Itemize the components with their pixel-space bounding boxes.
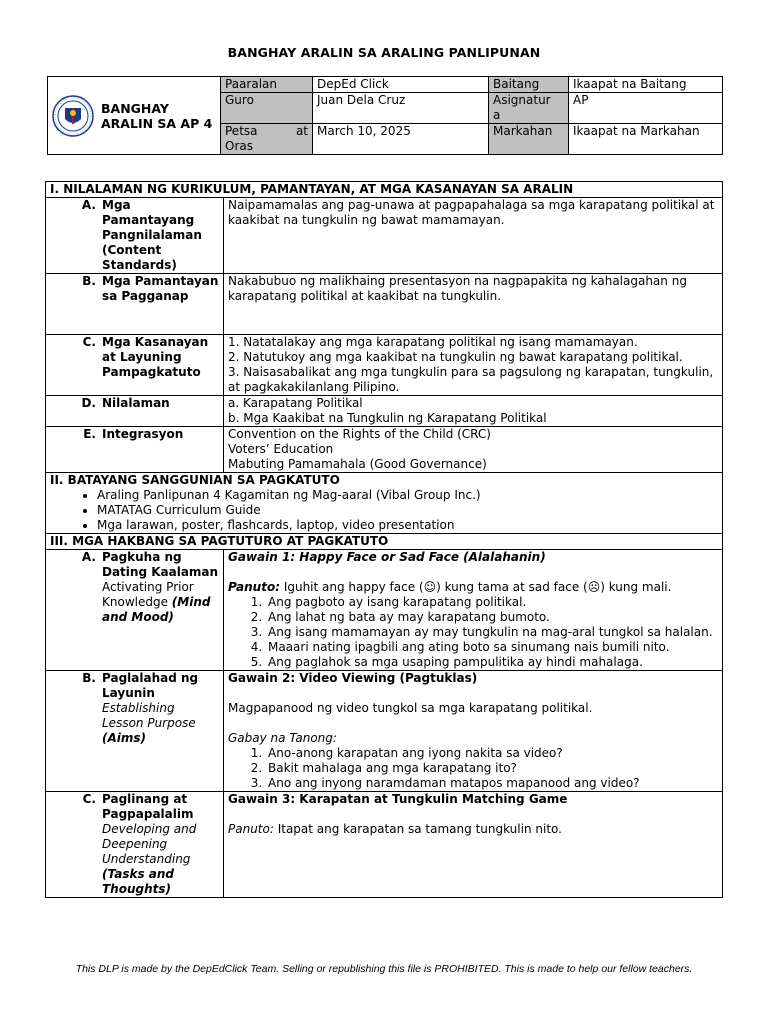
- list-item: 3. Ano ang inyong naramdaman matapos mapanood ang video?: [266, 776, 718, 791]
- step-c-label: C. Paglinang at Pagpapalalim Developing and Deepening Understanding (Tasks and Thoughts): [46, 792, 224, 898]
- activity-3: [224, 792, 723, 898]
- petsa-label: Petsa at Oras: [221, 124, 313, 155]
- list-item: 5. Ang paglahok sa mga usaping pampulitika ay hindi mahalaga.: [266, 655, 718, 670]
- footer-note: This DLP is made by the DepEdClick Team. Selling or republishing this file is PROHIBITED. This is made to help our fellow teachers.: [75, 963, 693, 975]
- list-item: • MATATAG Curriculum Guide: [97, 503, 718, 518]
- row-a-label: A. Mga Pamantayang Pangnilalaman (Content Standards): [46, 198, 224, 274]
- document-title: BANGHAY ARALIN SA ARALING PANLIPUNAN: [227, 45, 541, 60]
- content-list: a. Karapatang Politikal b. Mga Kaakibat na Tungkulin ng Karapatang Politikal: [224, 396, 723, 427]
- row-e-label: E. Integrasyon: [46, 427, 224, 473]
- activity-1: [224, 550, 723, 671]
- markahan-label: Markahan: [489, 124, 569, 155]
- baitang-value: Ikaapat na Baitang: [569, 77, 723, 93]
- list-item: 1. Ang pagboto ay isang karapatang politikal.: [266, 595, 718, 610]
- activity-1-instructions: Panuto: Iguhit ang happy face (☺) kung tama at sad face (☹) kung mali.: [228, 580, 672, 594]
- header-logo-cell: [48, 77, 221, 155]
- content-standards-text: Naipamamalas ang pag-unawa at pagpapahalaga sa mga karapatang politikal at kaakibat na tungkulin ng bawat mamamayan.: [224, 198, 723, 274]
- asignatura-value: AP: [569, 93, 723, 124]
- guro-label: Guro: [221, 93, 313, 124]
- header-table: [47, 76, 723, 155]
- section-2-heading: II. BATAYANG SANGGUNIAN SA PAGKATUTO: [50, 473, 340, 487]
- list-item: • Mga larawan, poster, flashcards, laptop, video presentation: [97, 518, 718, 533]
- row-c-label: C. Mga Kasanayan at Layuning Pampagkatuto: [46, 335, 224, 396]
- asignatura-label: Asignatur a: [489, 93, 569, 124]
- list-item: 4. Maaari nating ipagbili ang ating boto sa sinumang nais bumili nito.: [266, 640, 718, 655]
- paaralan-value: DepEd Click: [313, 77, 489, 93]
- baitang-label: Baitang: [489, 77, 569, 93]
- paaralan-label: Paaralan: [221, 77, 313, 93]
- list-item: • Araling Panlipunan 4 Kagamitan ng Mag-aaral (Vibal Group Inc.): [97, 488, 718, 503]
- section-2: [46, 473, 723, 534]
- deped-seal-icon: [52, 95, 94, 137]
- list-item: 1. Ano-anong karapatan ang iyong nakita sa video?: [266, 746, 718, 761]
- activity-3-title: Gawain 3: Karapatan at Tungkulin Matching Game: [228, 792, 568, 806]
- list-item: 2. Bakit mahalaga ang mga karapatang ito?: [266, 761, 718, 776]
- step-a-label: A. Pagkuha ng Dating Kaalaman Activating Prior Knowledge (Mind and Mood): [46, 550, 224, 671]
- activity-1-title: Gawain 1: Happy Face or Sad Face (Alalahanin): [228, 550, 546, 564]
- activity-2: Gawain 2: Video Viewing (Pagtuklas) Magpapanood ng video tungkol sa mga karapatang politikal. Gabay na Tanong: 1. Ano-anong karapatan ang iyong nakita sa video? 2. Bakit mahalaga ang mga karapatang ito? 3. Ano ang inyong naramdaman matapos mapanood ang video?: [224, 671, 723, 792]
- guro-value: Juan Dela Cruz: [313, 93, 489, 124]
- markahan-value: Ikaapat na Markahan: [569, 124, 723, 155]
- activity-2-title: Gawain 2: Video Viewing (Pagtuklas): [228, 671, 478, 685]
- row-d-label: D. Nilalaman: [46, 396, 224, 427]
- activity-3-instructions: Panuto: Itapat ang karapatan sa tamang tungkulin nito.: [228, 822, 562, 836]
- activity-1-items: [228, 595, 718, 670]
- learning-competencies: 1. Natatalakay ang mga karapatang politikal ng isang mamamayan. 2. Natutukoy ang mga kaakibat na tungkulin ng bawat karapatang politikal. 3. Naisasabalikat ang mga tungkulin para sa pagsulong ng karapatan, tungkulin, at pagkakakilanlang Pilipino.: [224, 335, 723, 396]
- step-b-label: B. Paglalahad ng Layunin Establishing Lesson Purpose (Aims): [46, 671, 224, 792]
- list-item: 2. Ang lahat ng bata ay may karapatang bumoto.: [266, 610, 718, 625]
- header-title: BANGHAY ARALIN SA AP 4: [101, 100, 213, 131]
- lesson-plan-table: [45, 181, 723, 898]
- list-item: 3. Ang isang mamamayan ay may tungkulin na mag-aral tungkol sa halalan.: [266, 625, 718, 640]
- references-list: [50, 488, 718, 533]
- petsa-value: March 10, 2025: [313, 124, 489, 155]
- performance-standards-text: Nakabubuo ng malikhaing presentasyon na nagpapakita ng kahalagahan ng karapatang politikal at kaakibat na tungkulin.: [224, 274, 723, 335]
- integration-list: Convention on the Rights of the Child (CRC) Voters’ Education Mabuting Pamamahala (Good Governance): [224, 427, 723, 473]
- row-b-label: B. Mga Pamantayan sa Pagganap: [46, 274, 224, 335]
- section-1-heading: I. NILALAMAN NG KURIKULUM, PAMANTAYAN, AT MGA KASANAYAN SA ARALIN: [46, 182, 723, 198]
- guide-questions: [228, 746, 718, 791]
- section-3-heading: III. MGA HAKBANG SA PAGTUTURO AT PAGKATUTO: [46, 534, 723, 550]
